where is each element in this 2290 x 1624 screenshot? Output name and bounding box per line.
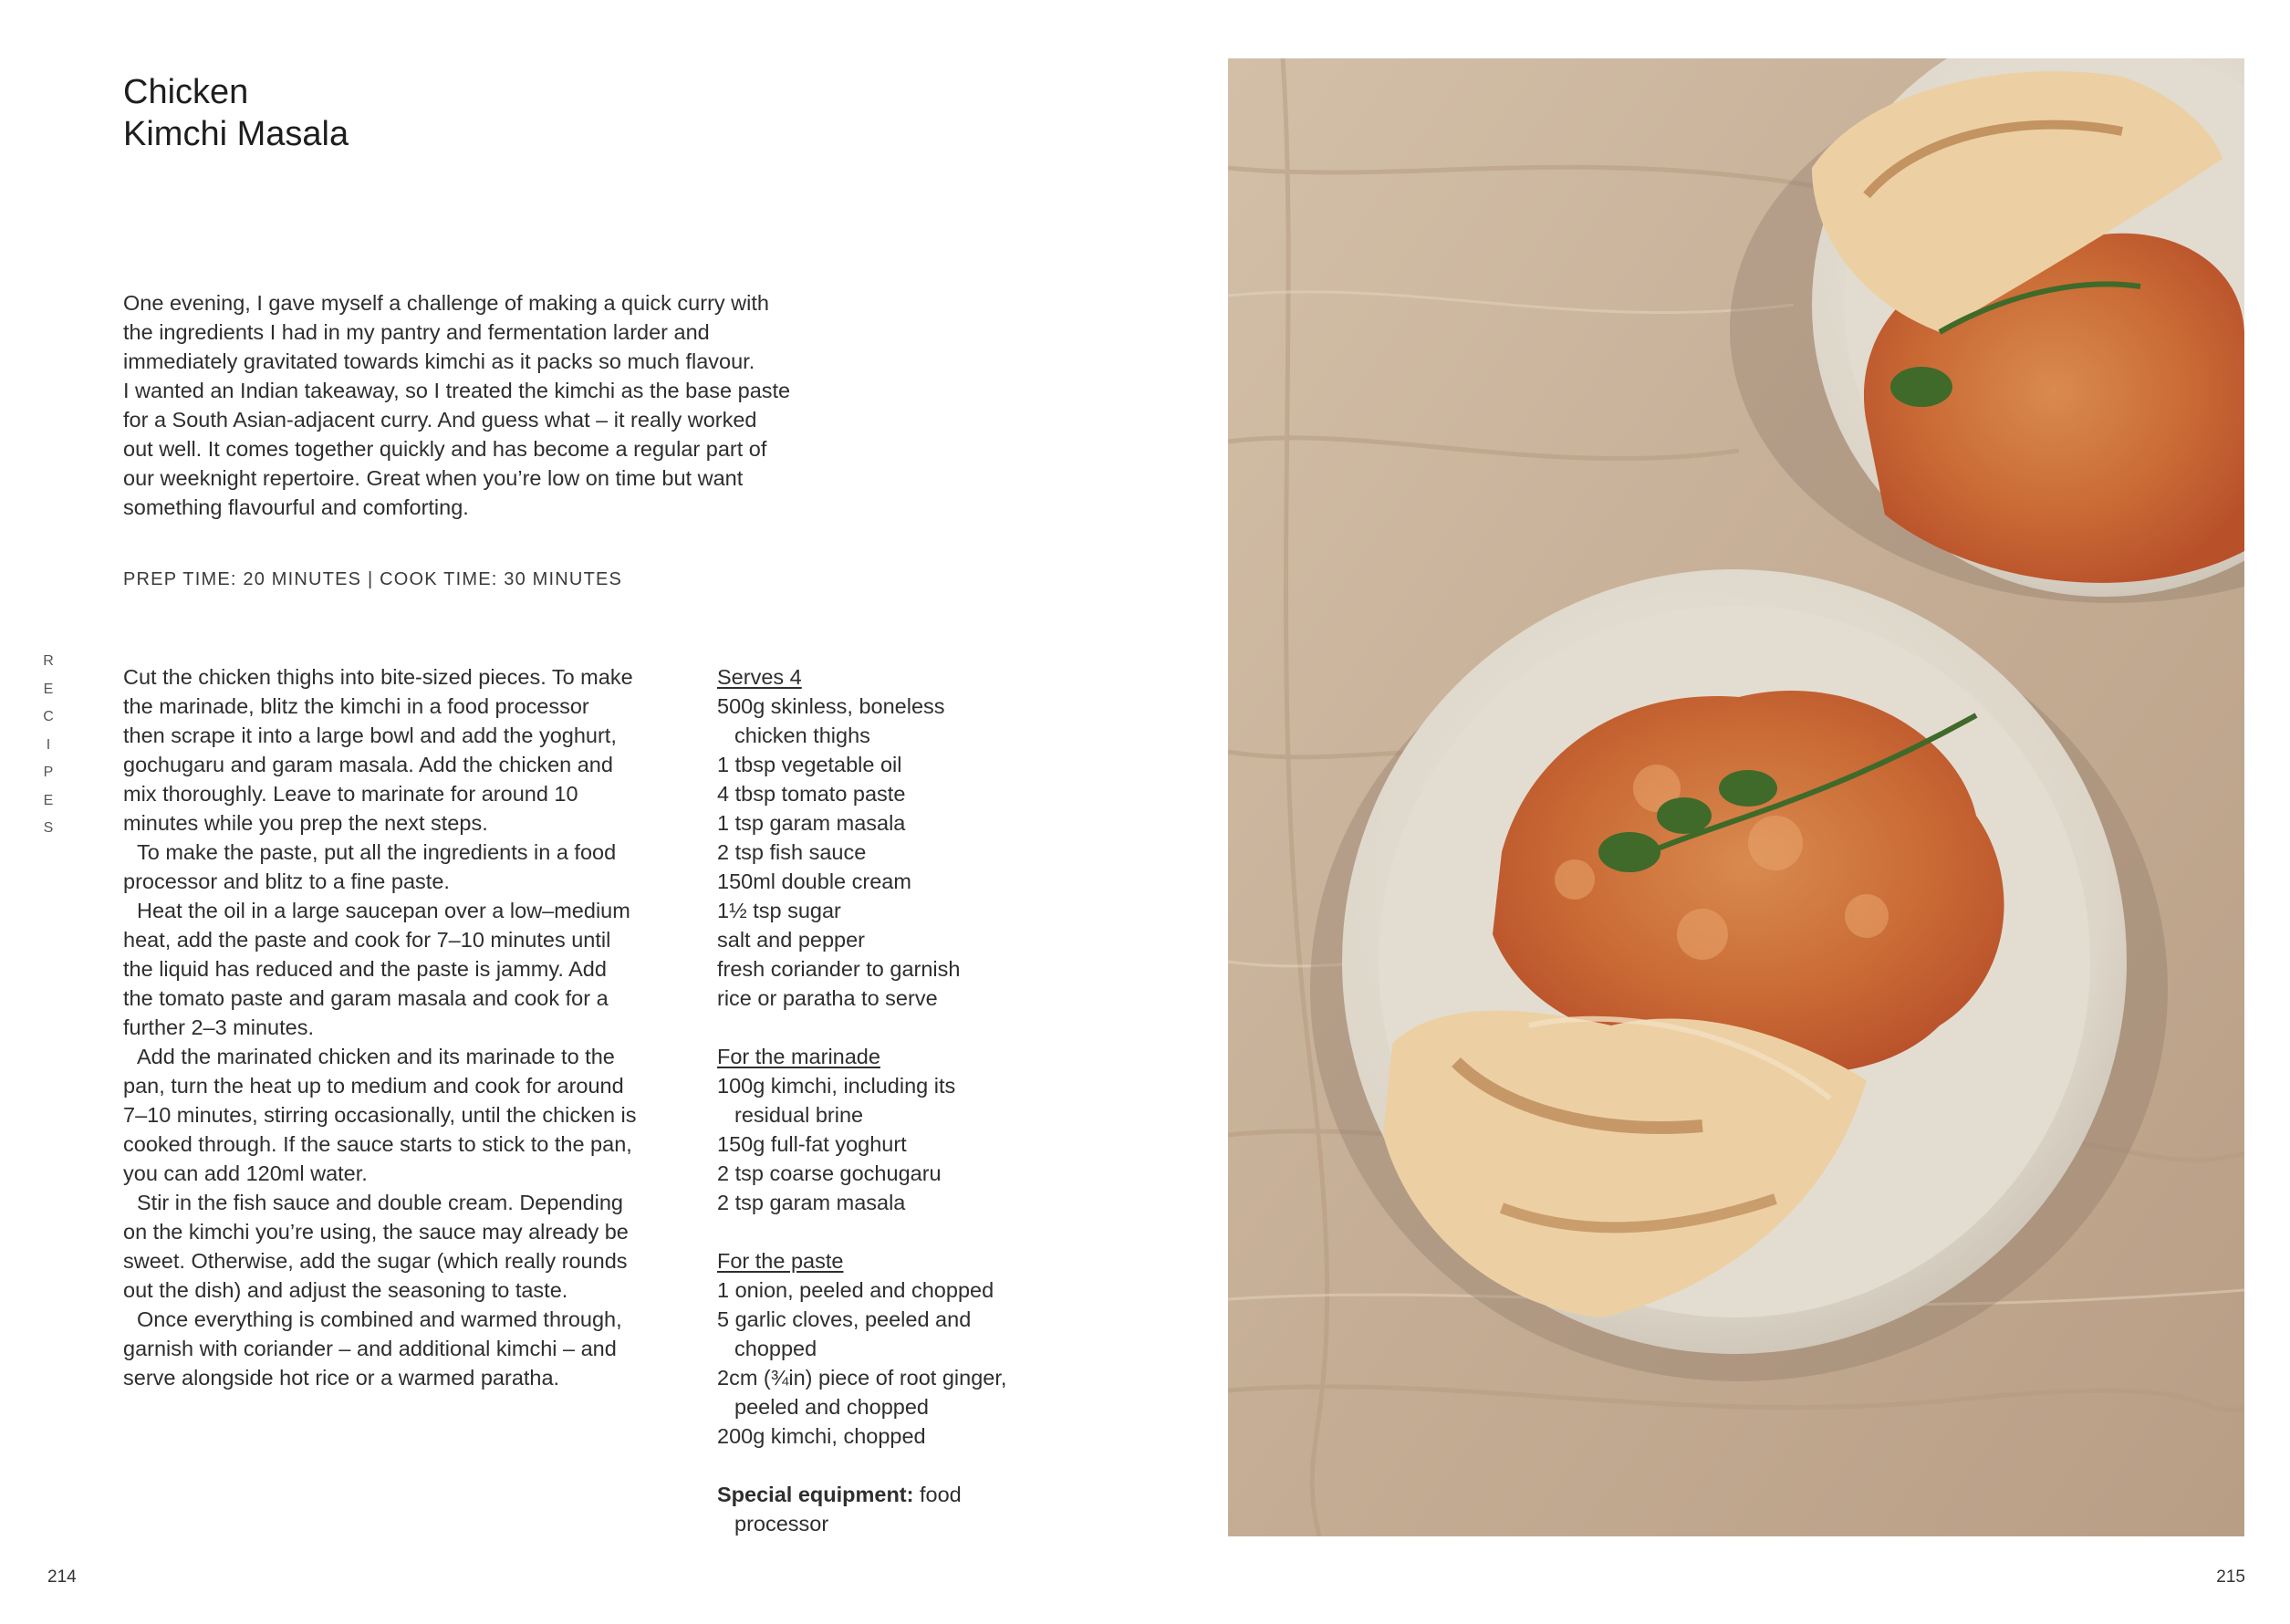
recipe-title	[123, 71, 349, 155]
method-column	[123, 662, 707, 1392]
method-line: pan, turn the heat up to medium and cook for around	[123, 1074, 624, 1098]
method-line: Once everything is combined and warmed through,	[137, 1307, 622, 1331]
side-letter: E	[43, 681, 54, 697]
ingredient-line: 150g full-fat yoghurt	[717, 1132, 907, 1156]
method-line: gochugaru and garam masala. Add the chicken and	[123, 753, 613, 776]
ingredient-line: salt and pepper	[717, 928, 866, 952]
side-letter: R	[43, 653, 54, 669]
dish-photo-illustration	[1228, 58, 2244, 1536]
method-line: on the kimchi you’re using, the sauce may already be	[123, 1220, 629, 1244]
ingredient-line: chopped	[734, 1337, 817, 1360]
method-line: heat, add the paste and cook for 7–10 minutes until	[123, 928, 611, 952]
ingredient-line: 1 onion, peeled and chopped	[717, 1278, 994, 1302]
special-equipment	[717, 1480, 1228, 1509]
ingredients-column	[717, 662, 1228, 1538]
prep-cook-times: PREP TIME: 20 MINUTES | COOK TIME: 30 MINUTES	[123, 569, 623, 589]
top-herb-leaf	[1890, 367, 1952, 407]
ingredient-line: 200g kimchi, chopped	[717, 1424, 926, 1448]
intro-line: One evening, I gave myself a challenge of making a quick curry with	[123, 291, 769, 315]
page-number-right: 215	[2216, 1567, 2245, 1587]
ingredient-line: 2cm (¾in) piece of root ginger,	[717, 1366, 1007, 1390]
equipment-label: Special equipment:	[717, 1483, 914, 1506]
side-letter: S	[43, 820, 54, 836]
method-line: then scrape it into a large bowl and add the yoghurt,	[123, 724, 617, 747]
section-side-label	[40, 648, 57, 843]
ingredient-line: 2 tsp coarse gochugaru	[717, 1161, 942, 1185]
spacer	[717, 1013, 1228, 1042]
method-line: minutes while you prep the next steps.	[123, 811, 488, 835]
ingredient-line: 5 garlic cloves, peeled and	[717, 1307, 972, 1331]
method-line: the liquid has reduced and the paste is jammy. Add	[123, 957, 607, 981]
method-line: out the dish) and adjust the seasoning to taste.	[123, 1278, 568, 1302]
method-line: Stir in the fish sauce and double cream. Depending	[137, 1191, 623, 1214]
intro-line: something flavourful and comforting.	[123, 495, 469, 519]
title-line-1: Chicken	[123, 73, 249, 111]
ingredient-line: 1 tbsp vegetable oil	[717, 753, 902, 776]
intro-line: immediately gravitated towards kimchi as it packs so much flavour.	[123, 349, 755, 373]
method-line: cooked through. If the sauce starts to stick to the pan,	[123, 1132, 632, 1156]
ingredient-line: rice or paratha to serve	[717, 986, 938, 1010]
method-line: the marinade, blitz the kimchi in a food processor	[123, 694, 589, 718]
dish-photo	[1228, 58, 2244, 1536]
ingredient-line: chicken thighs	[734, 724, 870, 747]
paste-heading: For the paste	[717, 1249, 844, 1273]
serves-heading: Serves 4	[717, 665, 802, 689]
intro-line: out well. It comes together quickly and has become a regular part of	[123, 437, 767, 461]
side-letter: P	[43, 765, 54, 780]
ingredient-line: fresh coriander to garnish	[717, 957, 961, 981]
ingredient-line: 1 tsp garam masala	[717, 811, 906, 835]
marinade-heading: For the marinade	[717, 1045, 880, 1068]
side-letter: E	[43, 792, 54, 808]
method-line: the tomato paste and garam masala and cook for a	[123, 986, 609, 1010]
method-line: 7–10 minutes, stirring occasionally, until the chicken is	[123, 1103, 637, 1127]
ingredient-line: 100g kimchi, including its	[717, 1074, 956, 1098]
intro-line: the ingredients I had in my pantry and fermentation larder and	[123, 320, 710, 344]
method-line: serve alongside hot rice or a warmed paratha.	[123, 1366, 560, 1390]
equipment-continuation: processor	[734, 1512, 829, 1536]
ingredient-line: 2 tsp garam masala	[717, 1191, 906, 1214]
intro-line: our weeknight repertoire. Great when you’re low on time but want	[123, 466, 744, 490]
equipment-value: food	[913, 1483, 962, 1506]
method-line: processor and blitz to a fine paste.	[123, 869, 450, 893]
title-line-2: Kimchi Masala	[123, 115, 349, 153]
ingredient-line: peeled and chopped	[734, 1395, 930, 1419]
ingredient-line: 4 tbsp tomato paste	[717, 782, 906, 806]
method-line: Heat the oil in a large saucepan over a low–medium	[137, 899, 630, 922]
method-line: To make the paste, put all the ingredients in a food	[137, 840, 617, 864]
intro-paragraph	[123, 288, 844, 522]
ingredient-line: residual brine	[734, 1103, 864, 1127]
page-number-left: 214	[47, 1567, 77, 1587]
method-line: Add the marinated chicken and its marinade to the	[137, 1045, 615, 1068]
intro-line: I wanted an Indian takeaway, so I treated the kimchi as the base paste	[123, 379, 791, 402]
method-line: garnish with coriander – and additional kimchi – and	[123, 1337, 617, 1360]
spacer	[717, 1217, 1228, 1246]
spacer	[717, 1451, 1228, 1480]
intro-line: for a South Asian-adjacent curry. And guess what – it really worked	[123, 408, 757, 432]
ingredient-line: 150ml double cream	[717, 869, 911, 893]
method-line: you can add 120ml water.	[123, 1161, 368, 1185]
method-line: Cut the chicken thighs into bite-sized pieces. To make	[123, 665, 633, 689]
ingredient-line: 1½ tsp sugar	[717, 899, 841, 922]
side-letter: I	[46, 736, 51, 753]
method-line: mix thoroughly. Leave to marinate for around 10	[123, 782, 578, 806]
ingredient-line: 500g skinless, boneless	[717, 694, 945, 718]
method-line: further 2–3 minutes.	[123, 1015, 314, 1039]
side-letter: C	[43, 709, 54, 724]
method-line: sweet. Otherwise, add the sugar (which really rounds	[123, 1249, 628, 1273]
ingredient-line: 2 tsp fish sauce	[717, 840, 867, 864]
